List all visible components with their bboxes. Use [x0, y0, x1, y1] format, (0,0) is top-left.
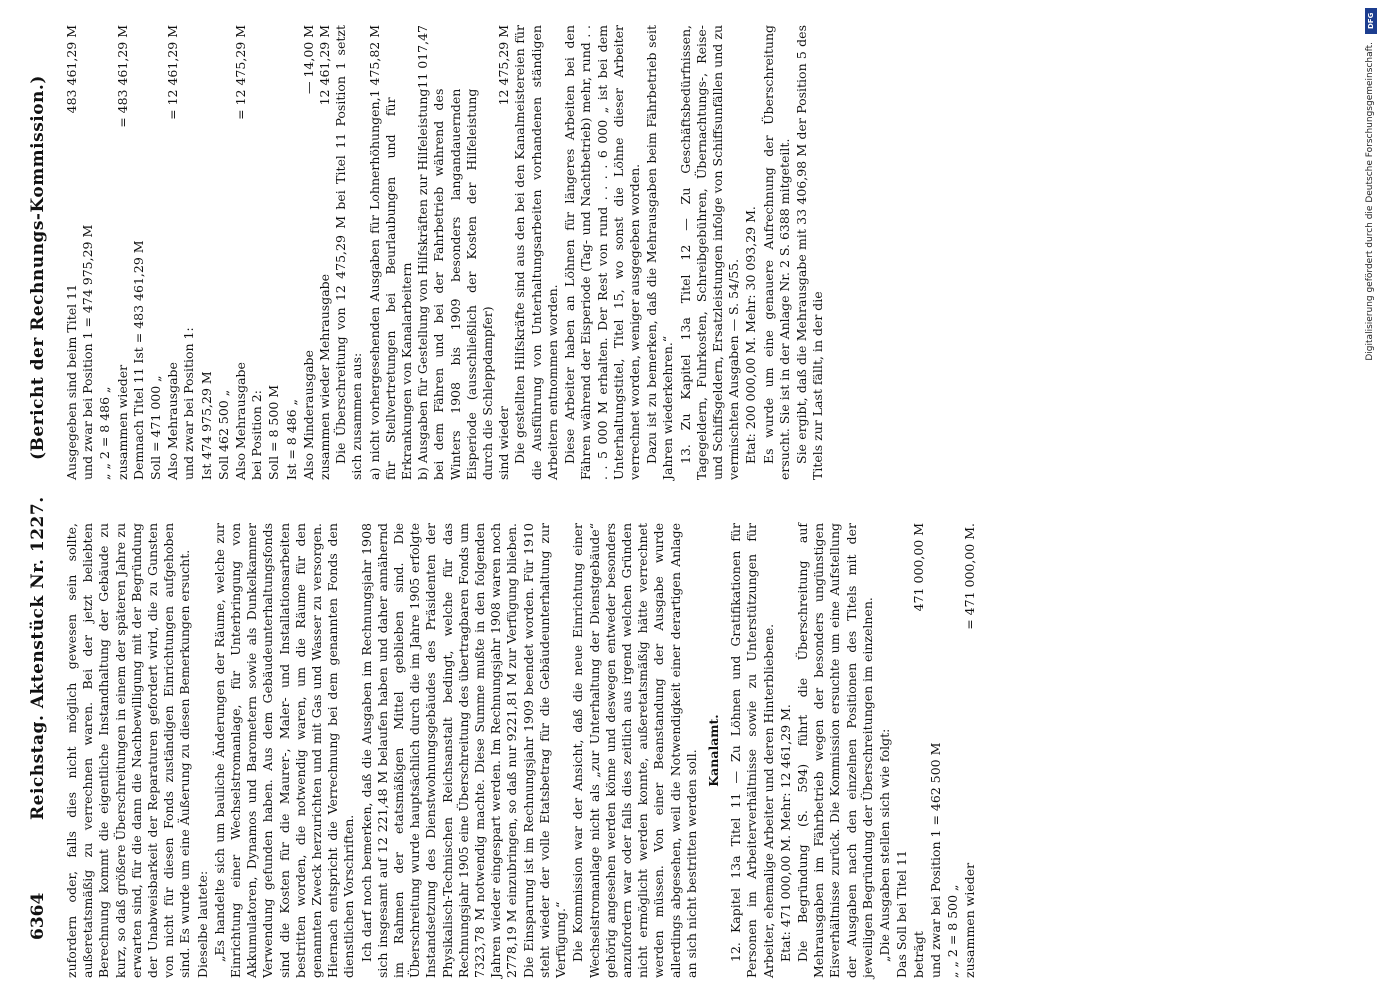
paragraph: „ „ 2 = 8 500 „ — [944, 884, 960, 978]
amount-label: zusammen wieder Mehrausgabe — [317, 273, 333, 480]
amount-value: = 471 000,00 M. — [961, 523, 977, 630]
amount-value: 12 475,29 M — [496, 25, 512, 106]
header-title-right: (Bericht der Rechnungs-Kommission.) — [28, 75, 48, 460]
amount-value: 483 461,29 M — [64, 25, 79, 114]
paragraph: Etat: 471 000,00 M. Mehr: 12 461,29 M. — [777, 704, 793, 962]
header-title-left: Reichstag. Aktenstück Nr. 1227. — [28, 496, 48, 820]
paragraph: „Die Ausgaben stellen sich wie folgt: — [876, 728, 892, 962]
right-column — [64, 25, 827, 480]
paragraph: Diese Arbeiter haben an Löhnen für längeres Arbeiten bei den Fähren während der Eisperiode (Tag- und Nachtbetrieb) mehr, rund . . . . 5 000 M erhalten. Der Rest von rund . . . . 6 000 „ ist bei dem Unterhaltungstitel, Titel 15, wo sonst die Löhne dieser Arbeiter verrechnet worden, weniger ausgegeben worden. — [562, 25, 642, 480]
page-number: 6364 — [28, 892, 48, 940]
dfg-imprint-text: Digitalisierung gefördert durch die Deutsche Forschungsgemeinschaft. — [1365, 42, 1375, 361]
amount-label: beträgt — [911, 931, 927, 978]
paragraph: Es wurde um eine genauere Aufrechnung der Überschreitung ersucht. Sie ist in der Anlage Nr. 2 S. 6388 mitgeteilt. — [760, 25, 792, 480]
paragraph: Die Kommission war der Ansicht, daß die neue Einrichtung einer Wechselstromanlage nicht als „zur Unterhaltung der Dienstgebäude“ gehörig angesehen werden könne und deswegen entweder besonders anzufordern war oder falls dies zeitlich aus irgend welchen Gründen nicht ermöglicht werden konnte, außeretatsmäßig hätte verrechnet werden müssen. Von einer Beanstandung der Ausgabe wurde allerdings abgesehen, weil die Notwendigkeit einer derartigen Anlage an sich nicht bestritten werden soll. — [570, 523, 699, 978]
paragraph: „Es handelte sich um bauliche Änderungen der Räume, welche zur Einrichtung einer Wechselstromanlage, für Unterbringung von Akkumulatoren, Dynamos und Barometern sowie als Dunkelkammer Verwendung gefunden haben. Aus dem Gebäudeunterhaltungsfonds sind die Kosten für die Maurer-, Maler- und Installationsarbeiten bestritten worden, die notwendig waren, um die Räume für den genannten Zweck herzurichten und mit Gas und Wasser zu versorgen. Hiernach entspricht die Verrechnung bei dem genannten Fonds den dienstlichen Vorschriften. — [211, 523, 357, 978]
amount-value: 1 475,82 M — [366, 25, 382, 98]
line: Ist 474 975,29 M — [198, 371, 214, 480]
line: und zwar bei Position 1 = 474 975,29 M — [80, 224, 96, 480]
paragraph: Dazu ist zu bemerken, daß die Mehrausgaben beim Fährbetrieb seit Jahren wiederkehren.“ — [644, 25, 676, 480]
amount-row — [962, 523, 978, 978]
amount-value: = 12 475,29 M — [233, 25, 249, 120]
amount-row — [165, 25, 181, 480]
amount-row — [367, 25, 416, 480]
paragraph: Dieselbe lautete: — [194, 870, 210, 978]
left-column — [64, 523, 978, 978]
amount-label: zusammen wieder — [961, 862, 977, 978]
paragraph: Die Begründung (S. 594) führt die Überschreitung auf Mehrausgaben im Fährbetrieb wegen der besonders ungünstigen Eisverhältnisse zurück. Die Kommission ersuchte um eine Aufstellung der Ausgaben nach den einzelnen Positionen des Titels mit der jeweiligen Begründung der Überschreitungen im einzelnen. — [794, 523, 875, 978]
amount-value: — 14,00 M — [300, 25, 316, 95]
amount-label: Also Mehrausgabe — [165, 362, 181, 480]
line: und zwar bei Position 1: — [181, 327, 197, 480]
line: Soll = 471 000 „ — [148, 375, 164, 480]
page-header — [18, 20, 58, 980]
amount-row — [301, 25, 317, 480]
paragraph: Die Überschreitung von 12 475,29 M bei Titel 11 Position 1 setzt sich zusammen aus: — [333, 25, 365, 480]
paragraph: Ich darf noch bemerken, daß die Ausgaben im Rechnungsjahr 1908 sich insgesamt auf 12 221,48 M belaufen haben und daher annähernd im Rahmen der etatsmäßigen Mittel geblieben sind. Die Überschreitung wurde hauptsächlich durch die im Jahre 1905 erfolgte Instandsetzung des Dienstwohnungsgebäudes des Präsidenten der Physikalisch-Technischen Reichsanstalt bedingt, welche für das Rechnungsjahr 1905 eine Überschreitung des übertragbaren Fonds um 7323,78 M notwendig machte. Diese Summe mußte in den folgenden Jahren wieder eingespart werden. Im Rechnungsjahr 1908 waren noch 2778,19 M einzubringen, so daß nur 9221,81 M zur Verfügung blieben. Die Einsparung ist im Rechnungsjahr 1909 beendet worden. Für 1910 steht wieder der volle Etatsbetrag für die Gebäudeunterhaltung zur Verfügung.“ — [358, 523, 569, 978]
paragraph: Das Soll bei Titel 11 — [894, 850, 910, 978]
amount-row — [911, 523, 927, 978]
paragraph: Die gestellten Hilfskräfte sind aus den bei den Kanalmeistereien für die Ausführung von Unterhaltungsarbeiten vorhandenen ständigen Arbeitern entnommen worden. — [512, 25, 560, 480]
paragraph: Sie ergibt, daß die Mehrausgabe mit 33 406,98 M der Position 5 des Titels zur Last fällt, in der die — [793, 25, 826, 480]
amount-label: zusammen wieder — [114, 364, 130, 480]
paragraph: und zwar bei Position 1 = 462 500 M — [927, 742, 943, 978]
amount-row — [115, 25, 131, 480]
amount-label: Also Minderausgabe — [300, 350, 316, 480]
line: Soll = 8 500 M — [266, 384, 282, 480]
amount-value: 11 017,47 — [415, 25, 431, 89]
paragraph: 13. Zu Kapitel 13a Titel 12 — Zu Geschäftsbedürfnissen, Tagegeldern, Fuhrkosten, Schreibgebühren, Übernachtungs-, Reise- und Schiffsgeldern, Ersatzleistungen infolge von Schiffsunfällen und zu vermischten Ausgaben — S. 54/55. — [677, 25, 742, 480]
dfg-logo: DFG — [1365, 8, 1377, 34]
line: „ „ 2 = 8 486 „ — [97, 386, 113, 480]
amount-row — [64, 25, 80, 480]
amount-row — [233, 25, 249, 480]
amount-label: Also Mehrausgabe — [233, 362, 249, 480]
paragraph: Etat: 200 000,00 M. Mehr: 30 093,29 M. — [743, 206, 759, 464]
paragraph: zufordern oder, falls dies nicht möglich gewesen sein sollte, außeretatsmäßig zu verrechnen waren. Bei der jetzt beliebten Berechnung kommt die eigentliche Instandhaltung der Gebäude zu kurz, so daß größere Überschreitungen in einem der späteren Jahre zu erwarten sind, für die dann die Nachbewilligung mit der Begründung der Unabweisbarkeit der Reparaturen gefordert wird, die zu Gunsten von nicht für diesen Fonds zuständigen Einrichtungen aufgehoben sind. Es wurde um eine Äußerung zu diesen Bemerkungen ersucht. — [64, 523, 193, 978]
amount-value: 471 000,00 M — [911, 523, 927, 612]
amount-label: Ausgegeben sind beim Titel 11 — [64, 283, 79, 480]
amount-value: 12 461,29 M — [317, 25, 333, 106]
line: Demnach Titel 11 Ist = 483 461,29 M — [130, 240, 146, 480]
amount-label: b) Ausgaben für Gestellung von Hilfskräften zur Hilfeleistung bei dem Fähren und bei der Fahrbetrieb während des Winters 1908 bis 1909 besonders langandauernden Eisperiode (ausschließlich der Kosten der Hilfeleistung durch die Schleppdampfer) — [415, 88, 496, 480]
section-heading: Kanalamt. — [705, 714, 721, 787]
amount-value: = 483 461,29 M — [114, 25, 130, 128]
amount-row — [415, 25, 496, 480]
line: Ist = 8 486 „ — [283, 398, 299, 480]
line: bei Position 2: — [249, 390, 265, 480]
amount-label: sind wieder — [496, 406, 512, 480]
amount-value: = 12 461,29 M — [165, 25, 181, 120]
paragraph: 12. Kapitel 13a Titel 11 — Zu Löhnen und Gratifikationen für Personen im Arbeiterverhältnisse sowie zu Unterstützungen für Arbeiter, ehemalige Arbeiter und deren Hinterbliebene. — [728, 523, 776, 978]
amount-row — [317, 25, 333, 480]
line: Soll 462 500 „ — [215, 389, 231, 480]
dfg-imprint — [1365, 8, 1379, 708]
amount-row — [496, 25, 512, 480]
amount-label: a) nicht vorhergesehenden Ausgaben für Lohnerhöhungen, für Stellvertretungen bei Beurlaubungen und für Erkrankungen von Kanalarbeitern — [366, 97, 415, 480]
